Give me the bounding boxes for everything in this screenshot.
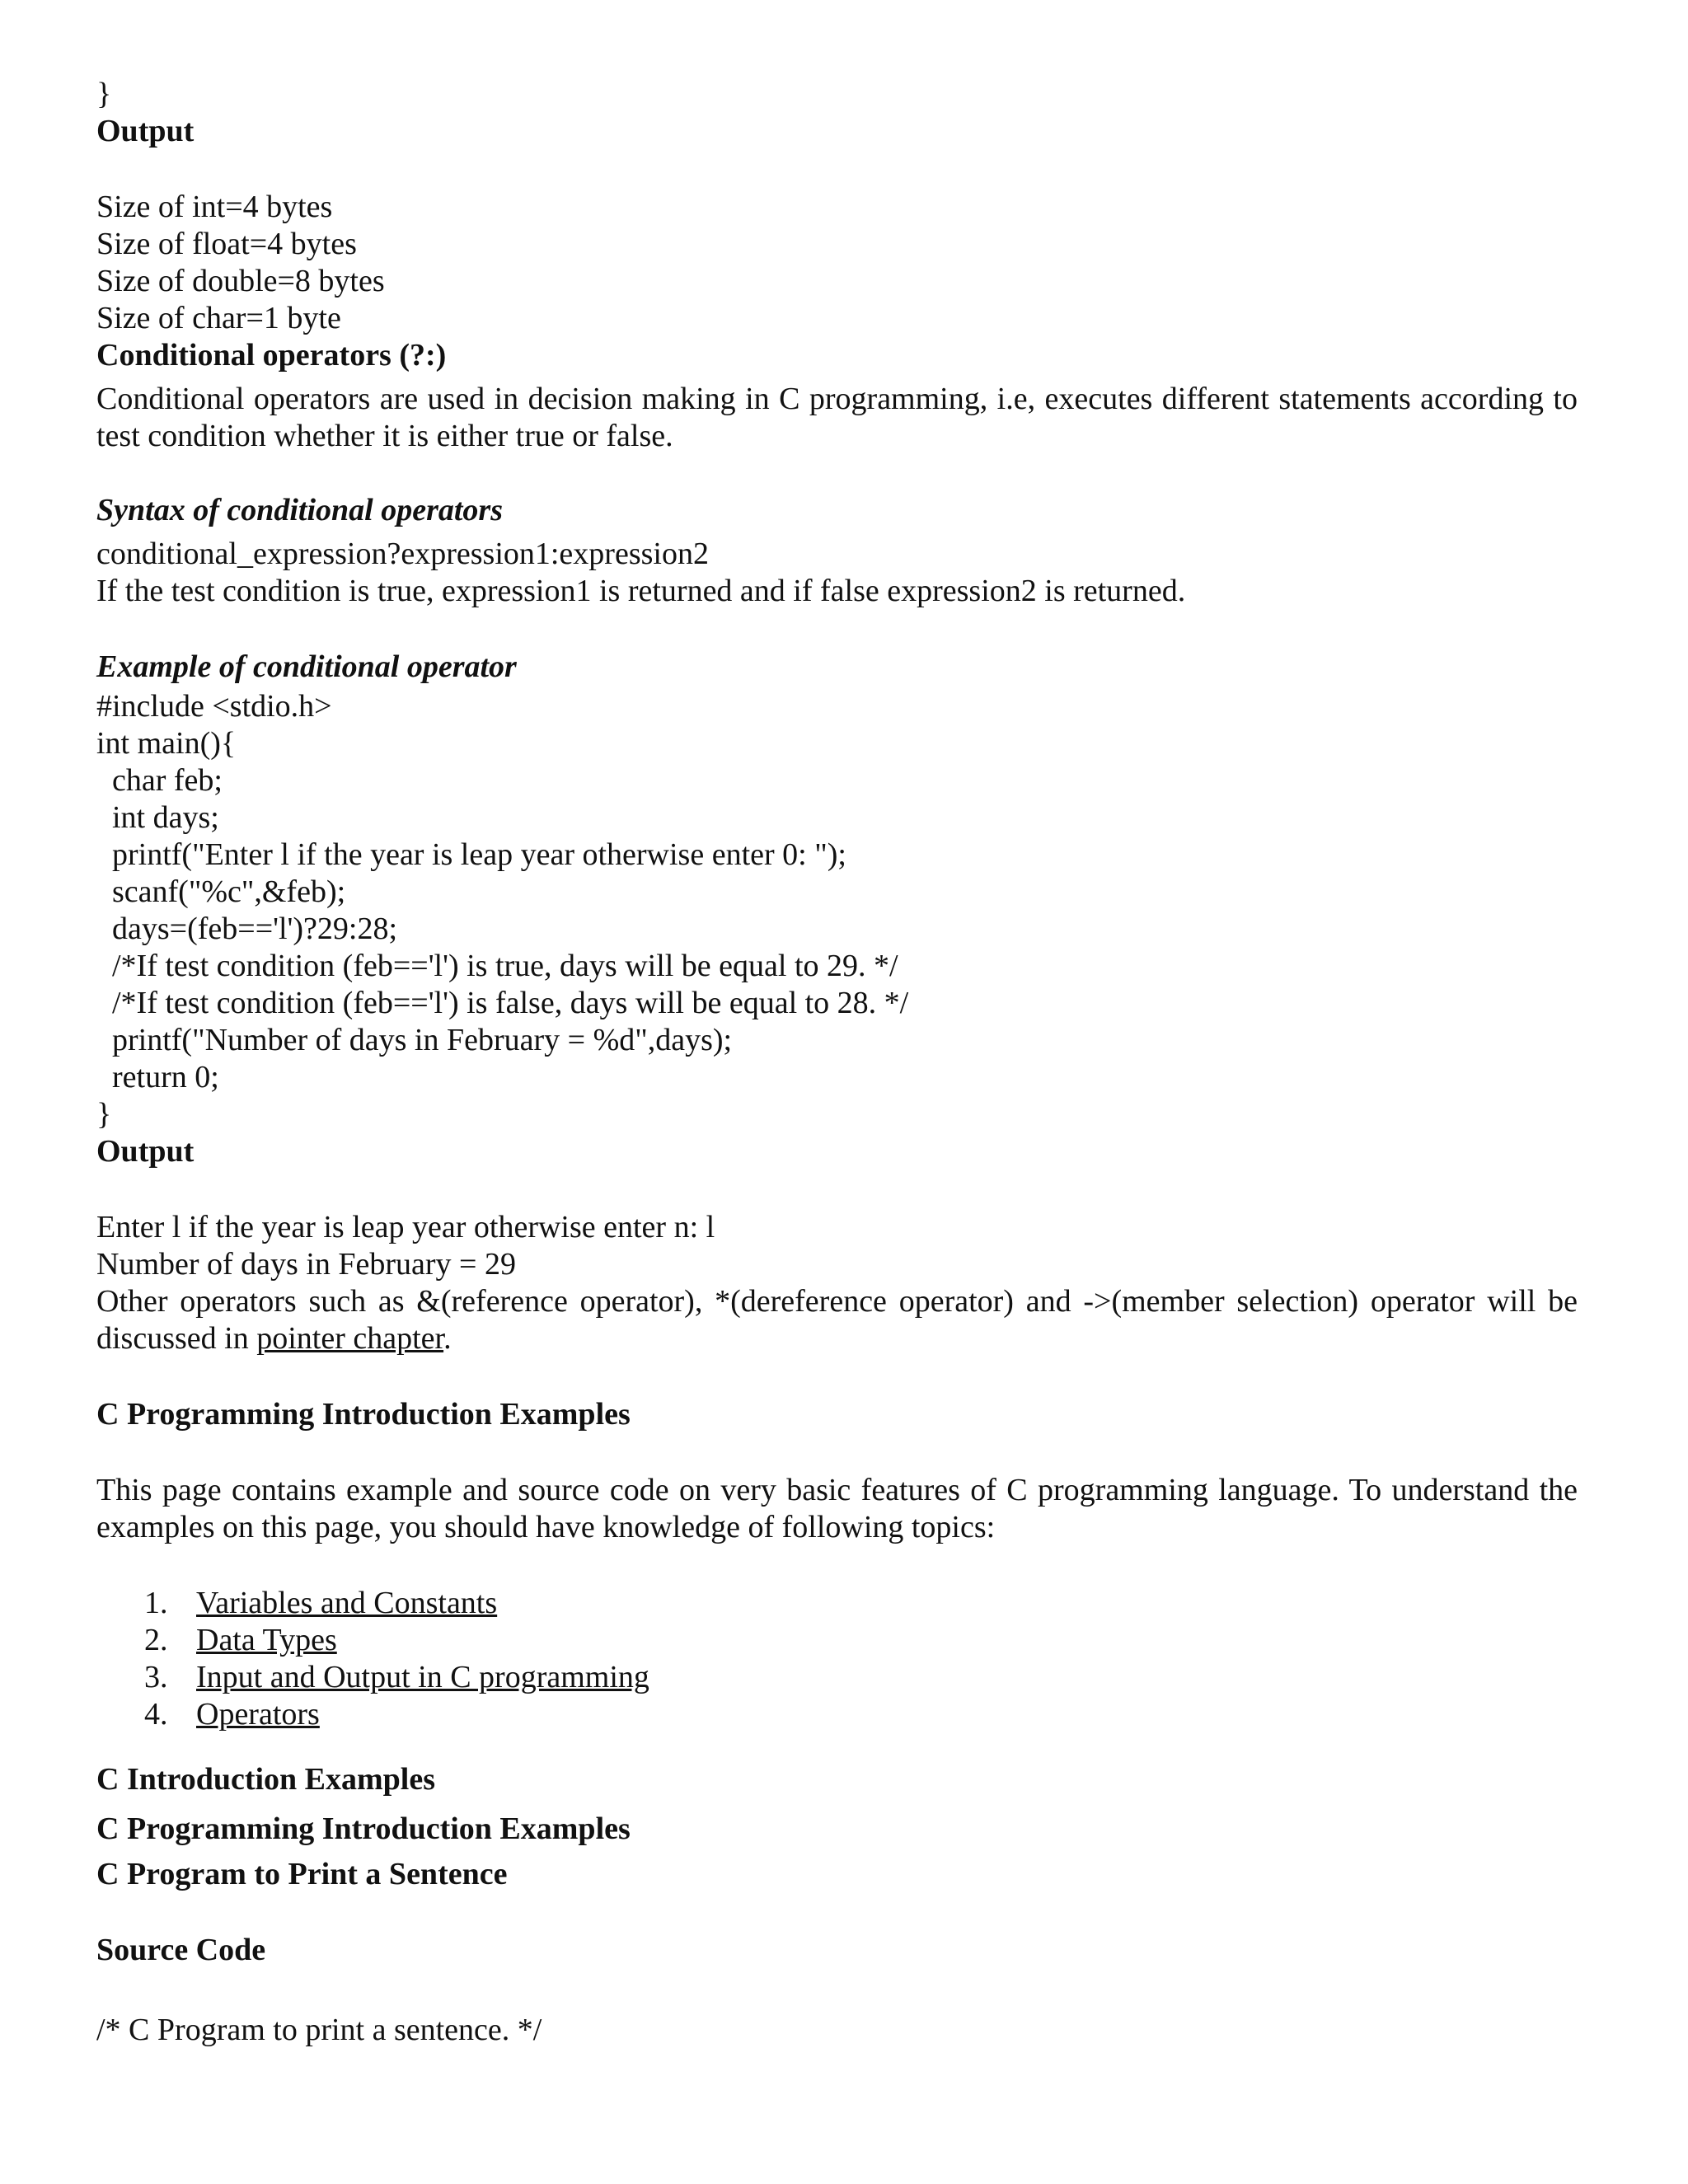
code-line: } bbox=[96, 1097, 112, 1132]
source-comment: /* C Program to print a sentence. */ bbox=[96, 2013, 542, 2047]
code-line: /*If test condition (feb=='l') is false, days will be equal to 28. */ bbox=[96, 986, 909, 1020]
list-item bbox=[96, 1659, 1580, 1696]
code-line: int days; bbox=[96, 800, 219, 835]
topic-link-operators[interactable]: Operators bbox=[196, 1697, 320, 1732]
c-programming-introduction-examples-heading: C Programming Introduction Examples bbox=[96, 1811, 631, 1846]
topics-list bbox=[96, 1585, 1580, 1733]
topic-link-input-output[interactable]: Input and Output in C programming bbox=[196, 1660, 649, 1694]
other-operators-text: Other operators such as &(reference operator), *(dereference operator) and ->(member selection) operator will be discussed in bbox=[96, 1284, 1578, 1356]
code-line: #include <stdio.h> bbox=[96, 689, 332, 724]
example-heading: Example of conditional operator bbox=[96, 649, 517, 684]
output-line: Enter l if the year is leap year otherwise enter n: l bbox=[96, 1210, 715, 1244]
code-line: return 0; bbox=[96, 1060, 219, 1094]
output-line: Size of float=4 bytes bbox=[96, 227, 357, 261]
list-item bbox=[96, 1622, 1580, 1659]
pointer-chapter-link[interactable]: pointer chapter bbox=[256, 1321, 444, 1356]
size-output-block bbox=[96, 189, 1580, 337]
document-page bbox=[96, 76, 1580, 2049]
code-line: printf("Enter l if the year is leap year otherwise enter 0: "); bbox=[96, 837, 846, 872]
syntax-explanation: If the test condition is true, expression1 is returned and if false expression2 is returned. bbox=[96, 574, 1186, 608]
code-line: printf("Number of days in February = %d",days); bbox=[96, 1023, 733, 1057]
code-line: scanf("%c",&feb); bbox=[96, 874, 346, 909]
other-operators-paragraph bbox=[96, 1283, 1578, 1357]
list-number: 2. bbox=[144, 1623, 168, 1657]
list-item bbox=[96, 1696, 1580, 1733]
code-line: /*If test condition (feb=='l') is true, days will be equal to 29. */ bbox=[96, 949, 898, 983]
code-line: char feb; bbox=[96, 763, 223, 798]
output-line: Size of double=8 bytes bbox=[96, 264, 385, 298]
output-heading-2: Output bbox=[96, 1134, 195, 1169]
list-number: 1. bbox=[144, 1586, 168, 1620]
intro-description: This page contains example and source code on very basic features of C programming language. To understand the examples on this page, you should have knowledge of following topics: bbox=[96, 1473, 1578, 1544]
closing-brace: } bbox=[96, 77, 112, 111]
list-number: 4. bbox=[144, 1697, 168, 1732]
source-code-heading: Source Code bbox=[96, 1933, 266, 1967]
period: . bbox=[443, 1321, 452, 1356]
code-line: int main(){ bbox=[96, 726, 237, 761]
syntax-heading: Syntax of conditional operators bbox=[96, 493, 503, 527]
c-introduction-examples-heading: C Introduction Examples bbox=[96, 1762, 436, 1797]
code-line: days=(feb=='l')?29:28; bbox=[96, 912, 398, 946]
topic-link-data-types[interactable]: Data Types bbox=[196, 1623, 337, 1657]
list-number: 3. bbox=[144, 1660, 168, 1694]
syntax-line: conditional_expression?expression1:expression2 bbox=[96, 537, 709, 571]
list-item bbox=[96, 1585, 1580, 1622]
output-heading: Output bbox=[96, 114, 195, 148]
output-line: Number of days in February = 29 bbox=[96, 1247, 516, 1282]
topic-link-variables[interactable]: Variables and Constants bbox=[196, 1586, 498, 1620]
conditional-description: Conditional operators are used in decision making in C programming, i.e, executes different statements according to test condition whether it is either true or false. bbox=[96, 382, 1578, 453]
conditional-operators-heading: Conditional operators (?:) bbox=[96, 338, 447, 373]
output-line: Size of char=1 byte bbox=[96, 301, 341, 335]
example-code-block bbox=[96, 688, 1580, 1133]
intro-examples-heading: C Programming Introduction Examples bbox=[96, 1397, 631, 1432]
output-line: Size of int=4 bytes bbox=[96, 190, 333, 224]
print-sentence-heading: C Program to Print a Sentence bbox=[96, 1857, 508, 1891]
